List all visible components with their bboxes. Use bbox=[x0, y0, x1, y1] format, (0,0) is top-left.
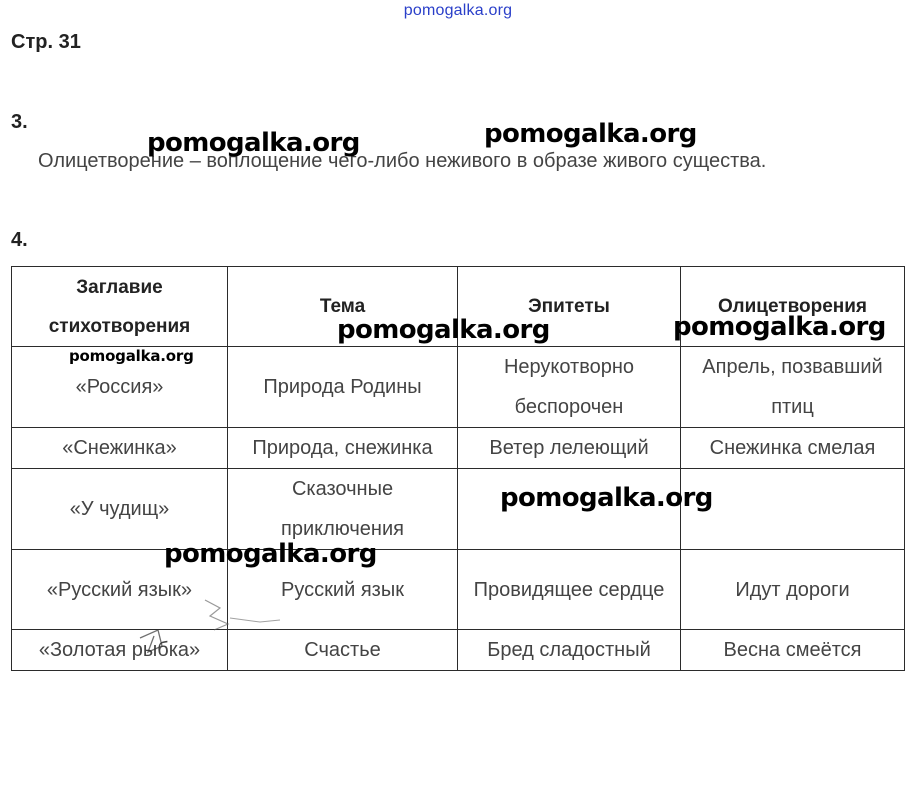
cell-epithets: Ветер лелеющий bbox=[458, 428, 681, 469]
page-label: Стр. 31 bbox=[11, 31, 81, 53]
header-epithets: Эпитеты bbox=[458, 267, 681, 347]
cell-title: «Русский язык» bbox=[12, 550, 228, 630]
cell-epithets: Бред сладостный bbox=[458, 630, 681, 671]
top-watermark: pomogalka.org bbox=[403, 2, 513, 19]
task-3-number: 3. bbox=[11, 111, 28, 133]
cell-personifications: Весна смеётся bbox=[681, 630, 905, 671]
cell-personifications: Апрель, позвавший птиц bbox=[681, 347, 905, 428]
header-theme: Тема bbox=[228, 267, 458, 347]
cell-title: «Снежинка» bbox=[12, 428, 228, 469]
cell-title: «Золотая рыбка» bbox=[12, 630, 228, 671]
cell-theme: Сказочные приключения bbox=[228, 469, 458, 550]
table-row bbox=[12, 469, 905, 550]
cell-epithets: Нерукотворно беспорочен bbox=[458, 347, 681, 428]
cell-epithets: Провидящее сердце bbox=[458, 550, 681, 630]
cell-personifications: Снежинка смелая bbox=[681, 428, 905, 469]
cell-title: «У чудищ» bbox=[12, 469, 228, 550]
table-row bbox=[12, 428, 905, 469]
watermark-text: pomogalka.org bbox=[69, 347, 194, 365]
cell-theme: Русский язык bbox=[228, 550, 458, 630]
cell-theme: Счастье bbox=[228, 630, 458, 671]
cell-personifications: Идут дороги bbox=[681, 550, 905, 630]
watermark-text: pomogalka.org bbox=[673, 312, 886, 342]
header-title: Заглавие стихотворения bbox=[12, 267, 228, 347]
task-4-number: 4. bbox=[11, 229, 28, 251]
task-3-definition: Олицетворение – воплощение чего-либо неживого в образе живого существа. bbox=[38, 150, 767, 172]
cell-title: «Россия» bbox=[12, 347, 228, 428]
cell-theme: Природа Родины bbox=[228, 347, 458, 428]
watermark-text: pomogalka.org bbox=[500, 483, 713, 513]
cell-personifications bbox=[681, 469, 905, 550]
scribble-artifact bbox=[110, 590, 310, 680]
watermark-text: pomogalka.org bbox=[484, 119, 697, 149]
watermark-text: pomogalka.org bbox=[164, 539, 377, 569]
watermark-text: pomogalka.org bbox=[147, 128, 360, 158]
watermark-text: pomogalka.org bbox=[337, 315, 550, 345]
cell-theme: Природа, снежинка bbox=[228, 428, 458, 469]
header-personifications: Олицетворения bbox=[681, 267, 905, 347]
